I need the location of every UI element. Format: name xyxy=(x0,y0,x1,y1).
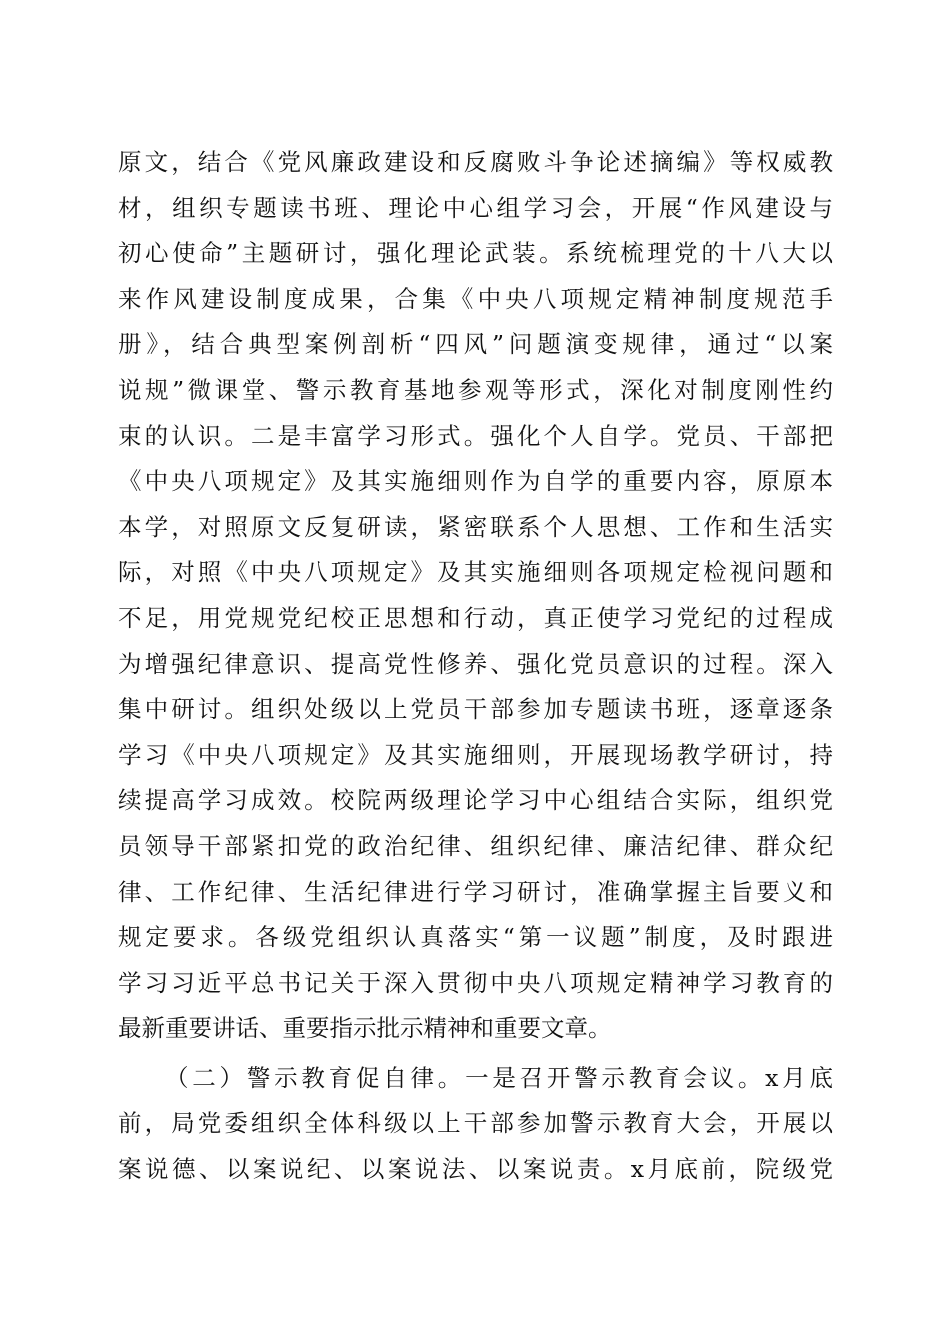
body-text-line: 前，局党委组织全体科级以上干部参加警示教育大会，开展以 xyxy=(118,1109,833,1138)
body-text-line: 为增强纪律意识、提高党性修养、强化党员意识的过程。深入 xyxy=(118,649,833,678)
body-text-line: 册》，结合典型案例剖析“四风”问题演变规律，通过“以案 xyxy=(118,330,833,359)
body-text-line: 续提高学习成效。校院两级理论学习中心组结合实际，组织党 xyxy=(118,786,833,815)
document-body xyxy=(118,140,833,1193)
body-text-line: 不足，用党规党纪校正思想和行动，真正使学习党纪的过程成 xyxy=(118,603,833,632)
body-text-line: 际，对照《中央八项规定》及其实施细则各项规定检视问题和 xyxy=(118,558,833,587)
body-text-line: 集中研讨。组织处级以上党员干部参加专题读书班，逐章逐条 xyxy=(118,695,833,724)
body-text-line: 初心使命”主题研讨，强化理论武装。系统梳理党的十八大以 xyxy=(118,239,833,268)
body-text-line: 员领导干部紧扣党的政治纪律、组织纪律、廉洁纪律、群众纪 xyxy=(118,831,833,860)
body-text-line: 规定要求。各级党组织认真落实“第一议题”制度，及时跟进 xyxy=(118,923,833,952)
body-text-line: 学习习近平总书记关于深入贯彻中央八项规定精神学习教育的 xyxy=(118,968,833,997)
body-text-line: 案说德、以案说纪、以案说法、以案说责。x月底前，院级党 xyxy=(118,1155,833,1184)
body-text-line: 来作风建设制度成果，合集《中央八项规定精神制度规范手 xyxy=(118,284,833,313)
body-text-line: 学习《中央八项规定》及其实施细则，开展现场教学研讨，持 xyxy=(118,740,833,769)
body-text-line: 律、工作纪律、生活纪律进行学习研讨，准确掌握主旨要义和 xyxy=(118,877,833,906)
body-text-line: 原文，结合《党风廉政建设和反腐败斗争论述摘编》等权威教 xyxy=(118,148,833,176)
body-text-line: 本学，对照原文反复研读，紧密联系个人思想、工作和生活实 xyxy=(118,512,833,541)
body-text-line: 束的认识。二是丰富学习形式。强化个人自学。党员、干部把 xyxy=(118,421,833,450)
body-text-line: 最新重要讲话、重要指示批示精神和重要文章。 xyxy=(118,1014,612,1043)
body-text-line: 材，组织专题读书班、理论中心组学习会，开展“作风建设与 xyxy=(118,193,833,222)
body-text-line: 《中央八项规定》及其实施细则作为自学的重要内容，原原本 xyxy=(118,467,833,496)
section-heading-line: （二）警示教育促自律。一是召开警示教育会议。x月底 xyxy=(165,1063,833,1092)
body-text-line: 说规”微课堂、警示教育基地参观等形式，深化对制度刚性约 xyxy=(118,375,833,404)
